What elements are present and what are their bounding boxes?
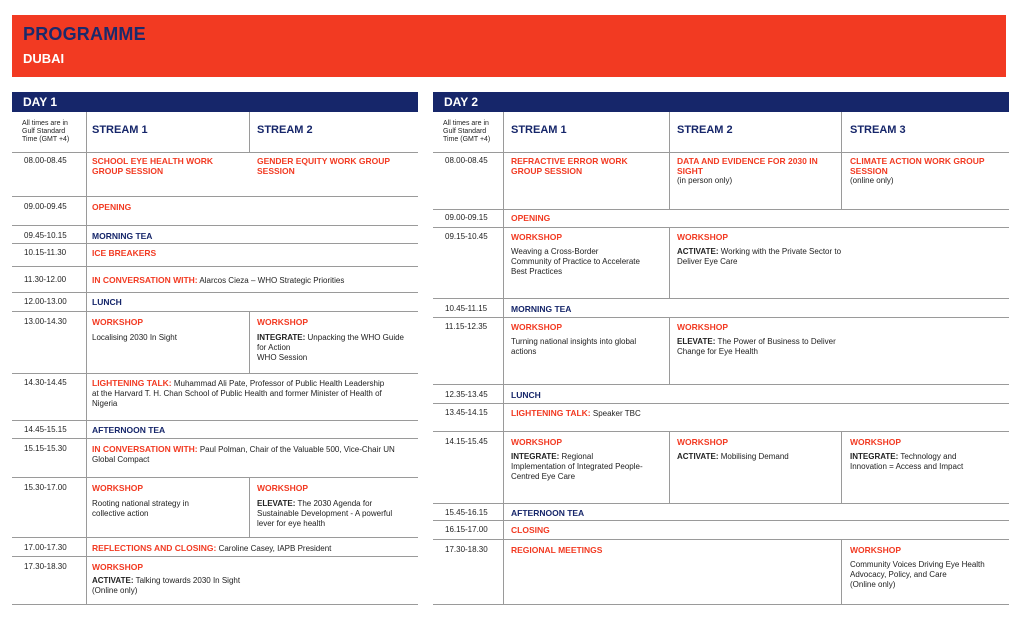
session-text: INTEGRATE: Technology and Innovation = Access and Impact: [850, 452, 964, 471]
day2-stream2-header: STREAM 2: [677, 124, 733, 136]
day2-stream-divider-f: [841, 431, 842, 503]
time-slot: 10.15-11.30: [24, 248, 67, 257]
time-slot: 17.30-18.30: [24, 562, 67, 571]
session-text: Rooting national strategy in collective action: [92, 499, 189, 518]
time-slot: 14.15-15.45: [445, 437, 488, 446]
workshop-label: WORKSHOP: [677, 437, 728, 447]
time-slot: 11.15-12.35: [445, 322, 488, 331]
session-text: ELEVATE: The Power of Business to Deliver Change for Eye Health: [677, 337, 836, 356]
session-text: DATA AND EVIDENCE FOR 2030 IN SIGHT (in person only): [677, 156, 818, 185]
session-text: ACTIVATE: Working with the Private Sector to Deliver Eye Care: [677, 247, 842, 266]
day2-row-line: [433, 403, 1009, 404]
day1-row-line: [12, 243, 418, 244]
time-slot: 08.00-08.45: [445, 156, 488, 165]
session-title: REGIONAL MEETINGS: [511, 545, 603, 555]
session-text: ELEVATE: The 2030 Agenda for Sustainable Development - A powerful lever for eye health: [257, 499, 393, 528]
break-title: LUNCH: [92, 297, 122, 307]
session-text: Localising 2030 In Sight: [92, 333, 177, 342]
time-slot: 09.00-09.15: [445, 213, 488, 222]
session-text: Community Voices Driving Eye Health Advocacy, Policy, and Care (Online only): [850, 560, 985, 589]
time-slot: 11.30-12.00: [24, 275, 67, 284]
day1-row-line: [12, 438, 418, 439]
workshop-label: WORKSHOP: [92, 562, 143, 572]
day2-stream-divider-g: [841, 539, 842, 604]
time-slot: 13.00-14.30: [24, 317, 67, 326]
day1-row-line: [12, 292, 418, 293]
session-text: INTEGRATE: Unpacking the WHO Guide for Action WHO Session: [257, 333, 405, 362]
workshop-label: WORKSHOP: [92, 483, 143, 493]
day1-row-line: [12, 311, 418, 312]
workshop-label: WORKSHOP: [92, 317, 143, 327]
day1-row-line: [12, 477, 418, 478]
workshop-label: WORKSHOP: [257, 317, 308, 327]
time-slot: 15.30-17.00: [24, 483, 67, 492]
page-subtitle: DUBAI: [23, 51, 65, 66]
time-slot: 08.00-08.45: [24, 156, 67, 165]
day2-stream-divider-a: [669, 112, 670, 209]
day2-stream-divider-d: [669, 317, 670, 384]
workshop-label: WORKSHOP: [677, 322, 728, 332]
time-slot: 15.15-15.30: [24, 444, 67, 453]
day2-row-line: [433, 298, 1009, 299]
day2-row-line: [433, 431, 1009, 432]
day1-stream-divider-a: [249, 112, 250, 152]
time-slot: 17.00-17.30: [24, 543, 67, 552]
day1-row-line: [12, 420, 418, 421]
session-text: LIGHTENING TALK: Speaker TBC: [511, 408, 641, 418]
time-slot: 17.30-18.30: [445, 545, 488, 554]
session-text: Weaving a Cross-Border Community of Practice to Accelerate Best Practices: [511, 247, 640, 276]
day2-stream-divider-e: [669, 431, 670, 503]
day1-row-line: [12, 266, 418, 267]
break-title: AFTERNOON TEA: [511, 508, 585, 518]
time-slot: 12.00-13.00: [24, 297, 67, 306]
session-title: REFRACTIVE ERROR WORK GROUP SESSION: [511, 156, 628, 176]
break-title: MORNING TEA: [511, 304, 572, 314]
session-text: INTEGRATE: Regional Implementation of Integrated People-Centred Eye Care: [511, 452, 643, 481]
session-text: LIGHTENING TALK: Muhammad Ali Pate, Professor of Public Health Leadership at the Harvard T. H. Chan School of Public Health and former Minister of Health of Nigeria: [92, 378, 385, 408]
day1-stream-divider-c: [249, 477, 250, 537]
day2-time-divider: [503, 112, 504, 604]
day2-row-line: [433, 604, 1009, 605]
time-slot: 09.00-09.45: [24, 202, 67, 211]
day2-stream1-header: STREAM 1: [511, 124, 567, 136]
day2-row-line: [433, 520, 1009, 521]
time-slot: 09.15-10.45: [445, 232, 488, 241]
time-slot: 09.45-10.15: [24, 231, 67, 240]
time-slot: 13.45-14.15: [445, 408, 488, 417]
time-slot: 10.45-11.15: [445, 304, 488, 313]
time-slot: 12.35-13.45: [445, 390, 488, 399]
session-title: SCHOOL EYE HEALTH WORK GROUP SESSION: [92, 156, 214, 176]
day1-row-line: [12, 152, 418, 153]
day2-stream-divider-c: [669, 227, 670, 298]
session-text: CLIMATE ACTION WORK GROUP SESSION (online only): [850, 156, 985, 185]
workshop-label: WORKSHOP: [850, 545, 901, 555]
programme-banner: [12, 15, 1006, 77]
session-title: ICE BREAKERS: [92, 248, 157, 258]
session-text: REFLECTIONS AND CLOSING: Caroline Casey, IAPB President: [92, 543, 332, 553]
day2-row-line: [433, 384, 1009, 385]
day1-stream2-header: STREAM 2: [257, 124, 313, 136]
day1-row-line: [12, 604, 418, 605]
time-slot: 14.30-14.45: [24, 378, 67, 387]
day1-header: DAY 1: [12, 92, 418, 112]
day1-row-line: [12, 556, 418, 557]
day1-row-line: [12, 537, 418, 538]
session-text: ACTIVATE: Mobilising Demand: [677, 452, 789, 461]
day2-row-line: [433, 209, 1009, 210]
day1-row-line: [12, 225, 418, 226]
time-slot: 16.15-17.00: [445, 525, 488, 534]
session-text: ACTIVATE: Talking towards 2030 In Sight (Online only): [92, 576, 241, 595]
day1-time-divider: [86, 112, 87, 604]
day2-row-line: [433, 503, 1009, 504]
session-title: OPENING: [511, 213, 551, 223]
day2-header: DAY 2: [433, 92, 1009, 112]
break-title: AFTERNOON TEA: [92, 425, 166, 435]
break-title: MORNING TEA: [92, 231, 153, 241]
day1-row-line: [12, 196, 418, 197]
session-title: OPENING: [92, 202, 132, 212]
session-text: IN CONVERSATION WITH: Alarcos Cieza – WHO Strategic Priorities: [92, 275, 345, 285]
workshop-label: WORKSHOP: [511, 322, 562, 332]
day2-row-line: [433, 227, 1009, 228]
workshop-label: WORKSHOP: [677, 232, 728, 242]
day2-row-line: [433, 152, 1009, 153]
day1-stream-divider-b: [249, 311, 250, 373]
time-slot: 14.45-15.15: [24, 425, 67, 434]
workshop-label: WORKSHOP: [257, 483, 308, 493]
day2-row-line: [433, 317, 1009, 318]
session-text: Turning national insights into global actions: [511, 337, 637, 356]
session-title: GENDER EQUITY WORK GROUP SESSION: [257, 156, 390, 176]
day1-row-line: [12, 373, 418, 374]
day1-timezone-note: All times are in Gulf Standard Time (GMT +4): [22, 120, 70, 143]
day2-row-line: [433, 539, 1009, 540]
day1-stream1-header: STREAM 1: [92, 124, 148, 136]
workshop-label: WORKSHOP: [511, 232, 562, 242]
day2-stream-divider-b: [841, 112, 842, 209]
workshop-label: WORKSHOP: [850, 437, 901, 447]
day2-stream3-header: STREAM 3: [850, 124, 906, 136]
page-title: PROGRAMME: [23, 24, 146, 44]
day2-timezone-note: All times are in Gulf Standard Time (GMT +4): [443, 120, 491, 143]
time-slot: 15.45-16.15: [445, 508, 488, 517]
workshop-label: WORKSHOP: [511, 437, 562, 447]
break-title: LUNCH: [511, 390, 541, 400]
session-text: IN CONVERSATION WITH: Paul Polman, Chair of the Valuable 500, Vice-Chair UN Global Compact: [92, 444, 395, 464]
session-title: CLOSING: [511, 525, 550, 535]
